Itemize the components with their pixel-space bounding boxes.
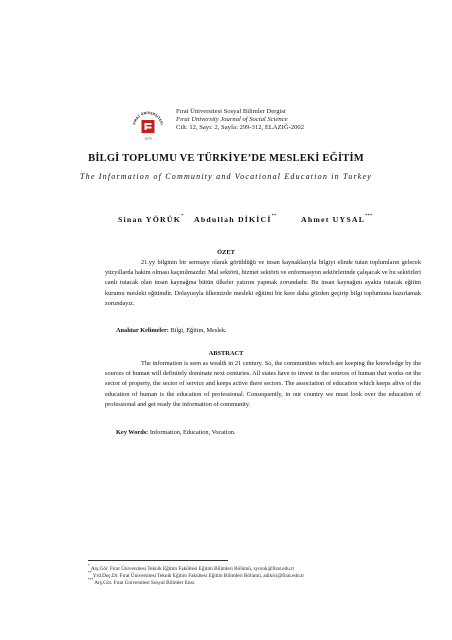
paper-title: BİLGİ TOPLUMU VE TÜRKİYE’DE MESLEKİ EĞİTİM <box>88 153 364 164</box>
footnote-mark: * <box>88 564 90 568</box>
abstract-keywords <box>116 429 235 436</box>
footnote-3 <box>88 577 195 587</box>
journal-name-tr: Fırat Üniversitesi Sosyal Bilimler Dergisi <box>176 108 286 115</box>
logo-arc-text: FIRAT ÜNİVERSİTESİ <box>132 110 164 126</box>
abstract-heading: ABSTRACT <box>208 350 244 357</box>
footnote-text: Yrd.Doç.Dr. Fırat Üniversitesi Teknik Eğitim Fakültesi Eğitim Bilimleri Bölümü, adikici@firat.edu.tr <box>92 573 305 579</box>
author-name: Ahmet UYSAL <box>301 215 366 224</box>
ozet-keywords <box>116 327 227 334</box>
author-mark: *** <box>365 214 373 219</box>
author-mark: * <box>180 214 184 219</box>
paper-subtitle: The Information of Community and Vocational Education in Turkey <box>79 172 373 181</box>
journal-info <box>176 108 304 133</box>
ozet-text: 21.yy bilginin bir sermaye olarak görüldüğü ve insan kaynaklarıyla bilgiyi elinde tutan toplumların gelecek yüzyıllarda hakim olması kaçınılmazdır. Mal sektörü, hizmet sektörü ve enformasyon sektörlerinde çalışacak ve bu sektörleri canlı tutacak olan insan kaynağına bütün ülkeler yatırım yapmak zorundadır. Bu insan kaynağını ayakta tutacak eğitim kurumu mesleki eğitimdir. Dolayısıyla ülkemizde mesleki eğitimi bir kere daha gözden geçirip bilgi toplumuna hazırlamak zorundayız. <box>105 259 421 307</box>
keywords-label: Key Words: <box>116 429 149 436</box>
journal-name-en: Fırat University Journal of Social Science <box>176 116 288 124</box>
footnote-text: Arş.Gör. Fırat Üniversitesi Teknik Eğitim Fakültesi Eğitim Bilimleri Bölümü, syoruk@firat.edu.tr <box>90 566 295 572</box>
author-2 <box>194 214 277 224</box>
author-mark: ** <box>271 214 277 219</box>
keywords-value: Information, Education, Vocation. <box>149 429 236 436</box>
author-name: Sinan YÖRÜK <box>118 215 181 224</box>
logo-year: 1975 <box>144 136 152 141</box>
university-seal-icon <box>130 108 166 144</box>
author-1 <box>118 214 183 224</box>
author-name: Abdullah DİKİCİ <box>194 215 272 224</box>
footnote-mark: *** <box>88 578 94 582</box>
footnote-mark: ** <box>88 571 92 575</box>
ozet-heading: ÖZET <box>217 249 235 256</box>
footnote-rule <box>88 560 228 561</box>
university-logo <box>130 108 166 144</box>
author-3 <box>301 214 373 224</box>
keywords-value: Bilgi, Eğitim, Meslek. <box>170 327 227 334</box>
abstract-text: The information is seen as wealth in 21 century. So, the communities which are keeping the knowledge by the sources of human will definitely dominate next centuries. All states have to invest in the sources of human that works on the sector of property, the sector of service and keeps active there sectors. The association of education which keeps alive of the education of human is the education of professional. Consequently, in our country we must look over the education of professional and get ready the information of community. <box>105 360 421 408</box>
footnote-text: Arş.Gör. Fırat Üniversitesi Sosyal Bilimler Enst. <box>94 580 196 586</box>
keywords-label: Anahtar Kelimeler: <box>116 327 169 334</box>
journal-volume: Cilt: 12, Sayı: 2, Sayfa: 299-312, ELAZIĞ-2002 <box>176 124 305 132</box>
